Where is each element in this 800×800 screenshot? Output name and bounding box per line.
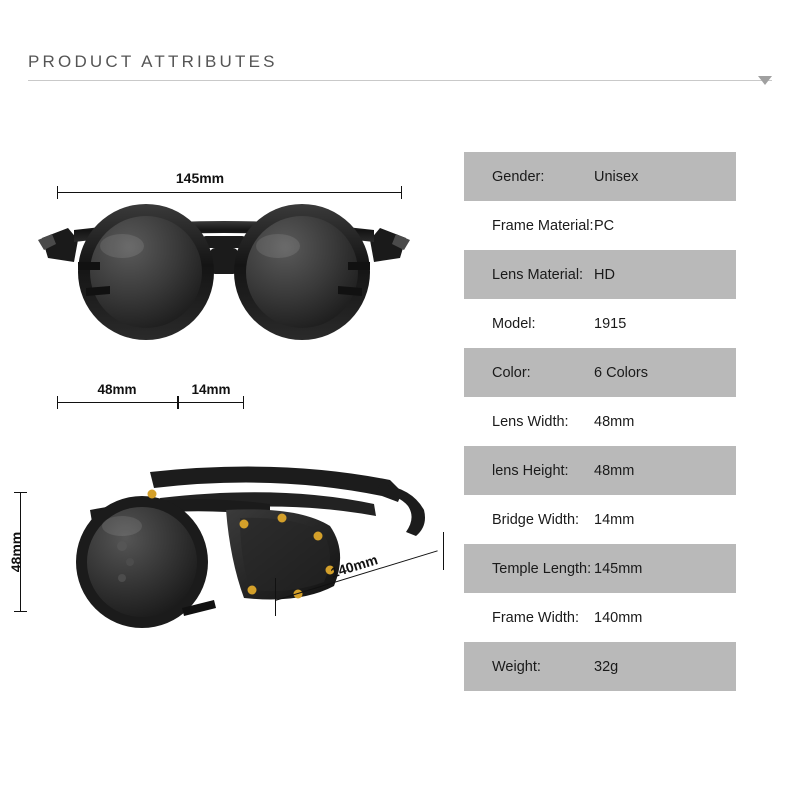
spec-value: 140mm: [594, 609, 643, 626]
front-lens-width-label: 48mm: [97, 382, 137, 397]
side-lens-height-label: 48mm: [8, 531, 24, 573]
side-temple-dimension-tick-left: [275, 578, 276, 616]
diagram-column: [0, 140, 460, 700]
spec-label: Weight:: [492, 658, 541, 675]
spec-value: 1915: [594, 315, 627, 332]
spec-label: Model:: [492, 315, 536, 332]
front-bridge-width-dimension: [178, 402, 244, 403]
spec-value: PC: [594, 217, 615, 234]
table-row: [464, 642, 736, 691]
page-title: PRODUCT ATTRIBUTES: [28, 52, 278, 71]
front-total-width-label: 145mm: [175, 170, 225, 186]
table-row: [464, 397, 736, 446]
front-total-width-dimension: [57, 192, 402, 193]
table-row: [464, 348, 736, 397]
spec-label: Temple Length:: [492, 560, 592, 577]
table-row: [464, 446, 736, 495]
spec-value: 32g: [594, 658, 619, 675]
table-row: [464, 152, 736, 201]
front-bridge-width-label: 14mm: [191, 382, 231, 397]
spec-value: HD: [594, 266, 615, 283]
table-row: [464, 544, 736, 593]
header-divider: [28, 80, 772, 81]
spec-label: Frame Material:: [492, 217, 594, 234]
spec-label: lens Height:: [492, 462, 569, 479]
side-temple-length-label: 140mm: [328, 551, 380, 581]
spec-label: Gender:: [492, 168, 545, 185]
sunglasses-front-view-image: [34, 200, 414, 365]
table-row: [464, 495, 736, 544]
spec-label: Bridge Width:: [492, 511, 580, 528]
spec-value: 14mm: [594, 511, 635, 528]
triangle-down-icon: [758, 76, 772, 85]
page-header: [28, 52, 772, 92]
spec-value: 48mm: [594, 462, 635, 479]
side-temple-dimension-tick-right: [443, 532, 444, 570]
spec-value: Unisex: [594, 168, 639, 185]
sunglasses-side-view-image: [30, 440, 450, 635]
spec-value: 6 Colors: [594, 364, 648, 381]
table-row: [464, 250, 736, 299]
spec-label: Lens Material:: [492, 266, 584, 283]
product-spec-table: [464, 152, 736, 691]
table-row: [464, 299, 736, 348]
table-row: [464, 201, 736, 250]
spec-label: Frame Width:: [492, 609, 580, 626]
spec-value: 48mm: [594, 413, 635, 430]
spec-label: Color:: [492, 364, 531, 381]
front-lens-width-dimension: [57, 402, 178, 403]
table-row: [464, 593, 736, 642]
spec-label: Lens Width:: [492, 413, 569, 430]
spec-value: 145mm: [594, 560, 643, 577]
